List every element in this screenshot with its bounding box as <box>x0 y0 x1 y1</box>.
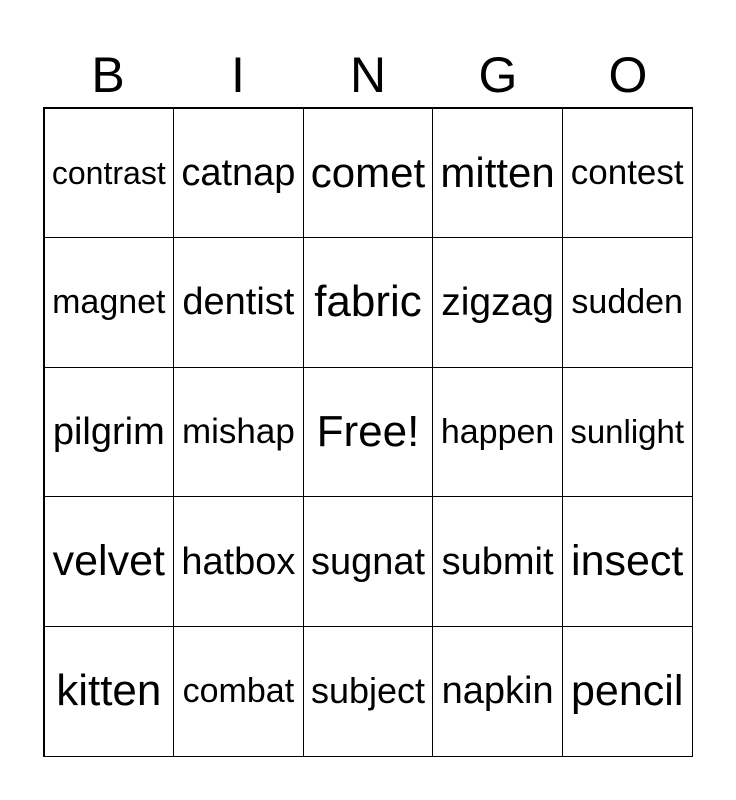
bingo-cell <box>173 237 304 368</box>
cell-word: submit <box>441 540 554 583</box>
bingo-cell <box>562 108 693 239</box>
bingo-cell <box>303 496 434 627</box>
header-letter-i: I <box>231 47 245 103</box>
cell-word: magnet <box>52 283 166 322</box>
bingo-cell <box>173 626 304 757</box>
bingo-cell <box>562 626 693 757</box>
bingo-cell <box>173 108 304 239</box>
cell-word: mitten <box>440 148 555 196</box>
cell-word: hatbox <box>181 540 296 583</box>
cell-word: napkin <box>441 670 554 713</box>
bingo-cell <box>562 237 693 368</box>
bingo-cell <box>303 237 434 368</box>
cell-word: combat <box>182 672 295 711</box>
cell-word: sunlight <box>570 413 685 451</box>
cell-word: sudden <box>571 283 683 322</box>
bingo-cell <box>173 367 304 498</box>
cell-word: mishap <box>181 412 295 452</box>
cell-word: velvet <box>52 537 165 586</box>
bingo-header <box>43 44 693 106</box>
bingo-cell <box>562 496 693 627</box>
header-letter-b: B <box>91 47 125 103</box>
cell-word: contest <box>570 153 684 193</box>
cell-word: zigzag <box>441 280 554 324</box>
bingo-cell <box>432 108 563 239</box>
cell-word: fabric <box>314 277 422 327</box>
cell-word: insect <box>571 537 684 586</box>
cell-word: catnap <box>181 151 296 194</box>
bingo-cell <box>303 108 434 239</box>
bingo-cell <box>432 367 563 498</box>
bingo-cell <box>432 496 563 627</box>
cell-word: comet <box>310 148 426 196</box>
bingo-cell <box>303 626 434 757</box>
bingo-cell <box>432 626 563 757</box>
cell-word: Free! <box>316 406 420 456</box>
bingo-cell <box>44 367 175 498</box>
header-letter-g: G <box>478 47 518 103</box>
bingo-cell <box>44 626 175 757</box>
cell-word: sugnat <box>310 540 426 583</box>
cell-word: pilgrim <box>52 410 165 453</box>
cell-word: contrast <box>51 154 166 191</box>
cell-word: dentist <box>182 281 295 324</box>
cell-word: subject <box>310 670 426 712</box>
bingo-cell <box>44 108 175 239</box>
bingo-cell <box>44 237 175 368</box>
header-letter-o: O <box>608 47 648 103</box>
bingo-grid <box>43 107 693 757</box>
free-space-cell <box>303 367 434 498</box>
header-letter-n: N <box>349 47 387 103</box>
cell-word: happen <box>440 412 555 451</box>
bingo-cell <box>44 496 175 627</box>
bingo-cell <box>562 367 693 498</box>
cell-word: pencil <box>571 666 684 715</box>
bingo-cell <box>173 496 304 627</box>
bingo-cell <box>432 237 563 368</box>
cell-word: kitten <box>56 666 162 716</box>
